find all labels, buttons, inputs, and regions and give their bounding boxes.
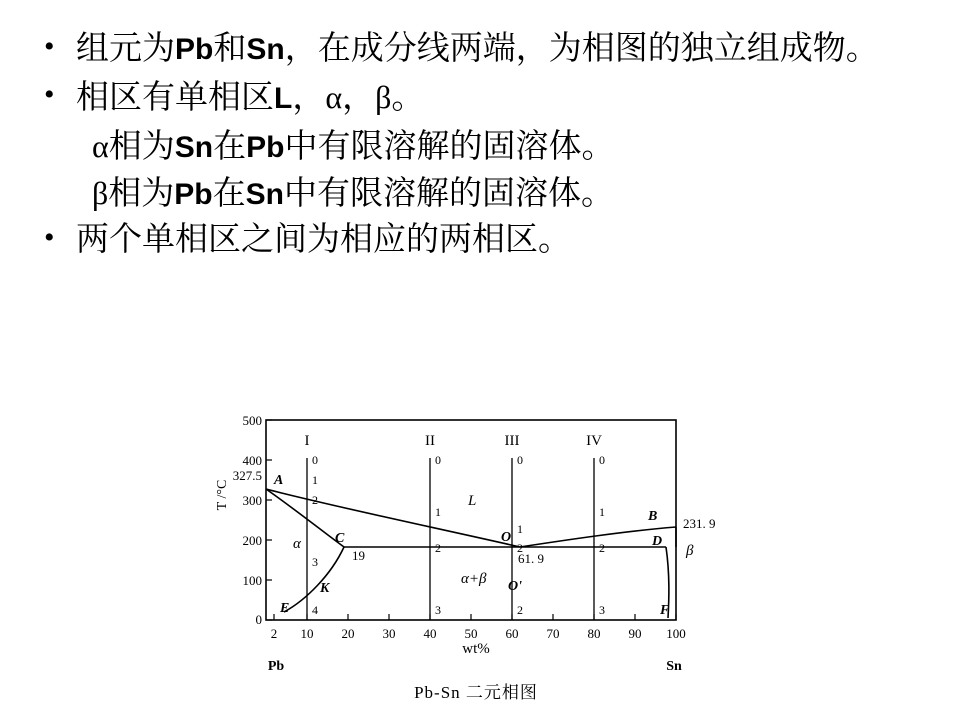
svg-text:O': O': [508, 579, 522, 594]
svg-text:1: 1: [517, 522, 523, 536]
svg-text:20: 20: [341, 626, 355, 641]
phase-region-labels: [293, 493, 694, 587]
svg-text:19: 19: [352, 548, 365, 563]
svg-text:61. 9: 61. 9: [518, 551, 544, 566]
bullet-3-text: 两个单相区之间为相应的两相区。: [76, 221, 571, 258]
svg-text:4: 4: [312, 603, 318, 617]
svg-text:80: 80: [587, 626, 601, 641]
svg-text:3: 3: [435, 603, 441, 617]
svg-text:2: 2: [599, 541, 605, 555]
bullet-2-text: 相区有单相区L，α，β。: [76, 78, 425, 116]
y-axis-title: T /°C: [215, 479, 230, 511]
svg-text:IV: IV: [586, 433, 602, 449]
svg-text:90: 90: [628, 626, 642, 641]
svg-text:100: 100: [666, 626, 686, 641]
x-tick-labels: [271, 626, 686, 641]
section-tick-numbers: [312, 453, 605, 617]
svg-text:40: 40: [423, 626, 437, 641]
x-axis-title: wt%: [462, 641, 490, 657]
svg-text:2: 2: [435, 541, 441, 555]
section-lines: [307, 458, 594, 620]
sub-line-alpha: α相为Sn在Pb中有限溶解的固溶体。: [92, 127, 615, 165]
svg-text:2: 2: [517, 603, 523, 617]
svg-text:10: 10: [300, 626, 314, 641]
svg-text:0: 0: [435, 453, 441, 467]
svg-text:α: α: [293, 536, 301, 552]
svg-text:30: 30: [382, 626, 396, 641]
svg-text:1: 1: [599, 505, 605, 519]
bullet-item-1: [30, 28, 930, 72]
svg-text:β: β: [686, 543, 694, 559]
svg-text:70: 70: [546, 626, 560, 641]
y-tick-labels: [243, 413, 263, 627]
svg-text:O: O: [501, 530, 512, 545]
svg-text:L: L: [468, 493, 477, 509]
svg-text:E: E: [280, 601, 290, 616]
svg-text:200: 200: [242, 533, 262, 548]
sub-line-beta: β相为Pb在Sn中有限溶解的固溶体。: [92, 174, 614, 212]
svg-text:1: 1: [312, 473, 318, 487]
svg-text:II: II: [425, 433, 435, 449]
bullet-list-2: [30, 219, 930, 263]
bullet-item-2: [30, 76, 930, 121]
svg-text:1: 1: [435, 505, 441, 519]
svg-text:231. 9: 231. 9: [683, 516, 716, 531]
right-end-label: Sn: [666, 659, 682, 674]
y-tick-300: 300: [242, 493, 262, 508]
chart-caption: Pb-Sn 二元相图: [414, 683, 538, 702]
svg-text:D: D: [652, 534, 663, 549]
svg-text:B: B: [648, 509, 658, 524]
left-end-label: Pb: [267, 659, 285, 674]
svg-text:500: 500: [242, 413, 262, 428]
svg-text:100: 100: [242, 573, 262, 588]
bullet-list: [30, 28, 930, 121]
svg-text:α+β: α+β: [461, 571, 487, 587]
svg-text:0: 0: [255, 612, 262, 627]
svg-text:400: 400: [242, 453, 262, 468]
svg-text:K: K: [320, 581, 330, 596]
svg-text:C: C: [335, 531, 345, 546]
svg-text:I: I: [304, 433, 310, 449]
svg-text:0: 0: [599, 453, 605, 467]
phase-diagram: [196, 400, 756, 710]
svg-text:2: 2: [312, 493, 318, 507]
label-327-5: 327.5: [232, 468, 262, 483]
svg-text:0: 0: [312, 453, 318, 467]
svg-text:3: 3: [599, 603, 605, 617]
bullet-item-3: [30, 219, 930, 263]
svg-text:60: 60: [505, 626, 519, 641]
section-headers: [305, 433, 603, 449]
svg-text:A: A: [274, 473, 284, 488]
svg-text:2: 2: [517, 541, 523, 555]
phase-diagram-svg: [196, 400, 756, 680]
svg-text:III: III: [504, 433, 520, 449]
svg-text:50: 50: [464, 626, 478, 641]
svg-text:3: 3: [312, 555, 318, 569]
svg-text:F: F: [660, 603, 670, 618]
svg-text:0: 0: [517, 453, 523, 467]
bullet-1-text: 组元为Pb和Sn，在成分线两端，为相图的独立组成物。: [76, 31, 879, 67]
svg-text:2: 2: [270, 626, 278, 641]
